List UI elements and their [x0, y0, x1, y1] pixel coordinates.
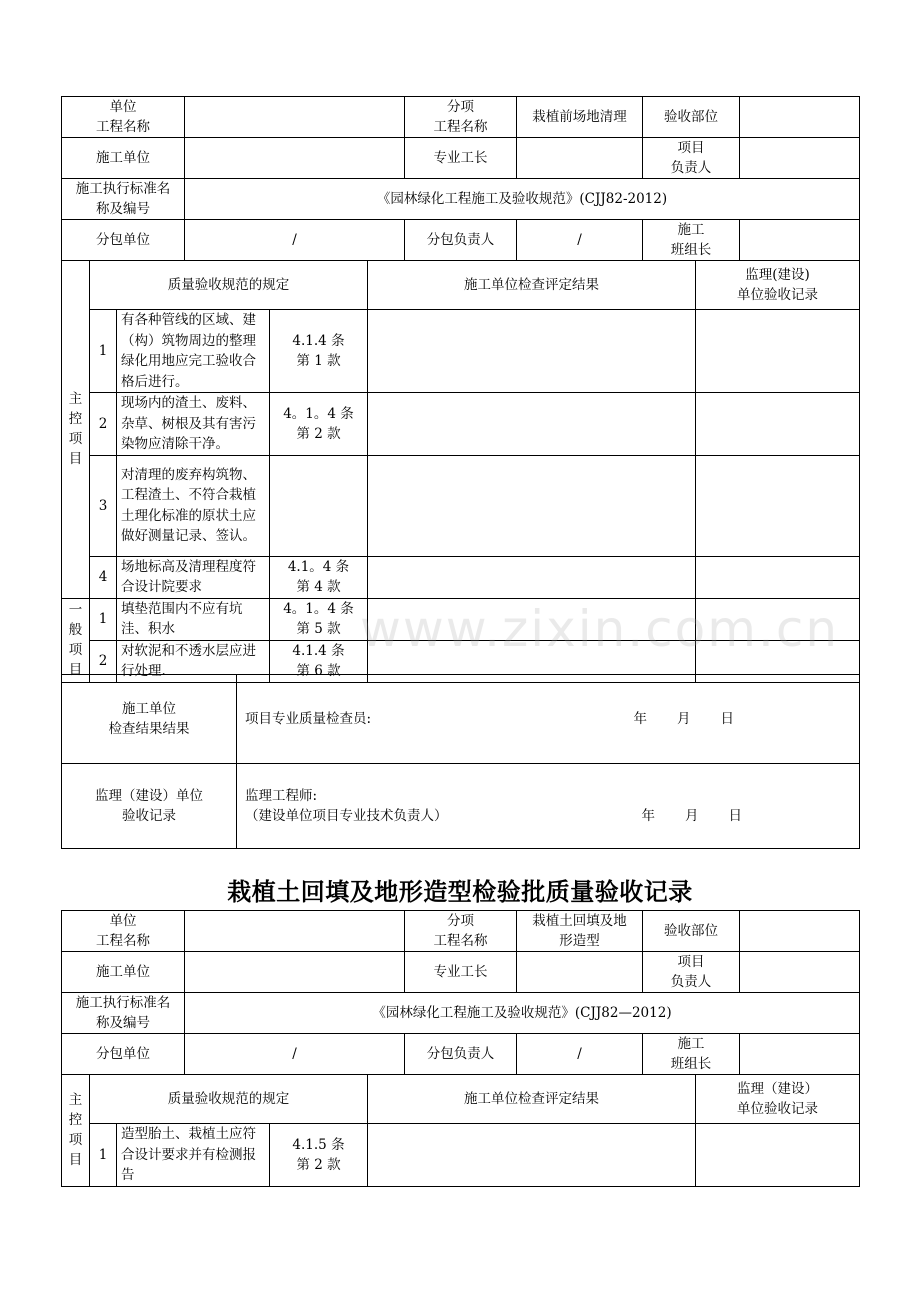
- project-lead-value[interactable]: [740, 952, 860, 993]
- spec-column-header: 质量验收规范的规定: [90, 1075, 368, 1124]
- item-spec-text: 现场内的渣土、废料、杂草、树根及其有害污染物应清除干净。: [117, 393, 270, 456]
- unit-project-label: 单位 工程名称: [62, 97, 185, 138]
- item-spec-text: 造型胎土、栽植土应符合设计要求并有检测报告: [117, 1124, 270, 1187]
- sub-lead-value: /: [517, 220, 643, 261]
- general-items-label: 一 般 项 目: [62, 598, 90, 682]
- team-lead-label: 施工 班组长: [643, 1034, 740, 1075]
- project-lead-label: 项目 负责人: [643, 138, 740, 179]
- foreman-label: 专业工长: [405, 138, 517, 179]
- item-supervisor-cell[interactable]: [696, 310, 860, 393]
- item-number: 1: [90, 310, 117, 393]
- subcontractor-value: /: [185, 220, 405, 261]
- inspector-label: 项目专业质量检查员:: [245, 711, 372, 727]
- item-clause: 4.1.4 条 第 6 款: [270, 640, 368, 682]
- item-result-cell[interactable]: [368, 455, 696, 556]
- contractor-label: 施工单位: [62, 952, 185, 993]
- project-lead-value[interactable]: [740, 138, 860, 179]
- form2-items-table: [61, 1074, 860, 1187]
- table-row: [62, 598, 860, 640]
- table-row: [62, 310, 860, 393]
- standard-value: 《园林绿化工程施工及验收规范》(CJJ82-2012): [185, 179, 860, 220]
- item-spec-text: 填垫范围内不应有坑洼、积水: [117, 598, 270, 640]
- item-number: 4: [90, 556, 117, 598]
- supervisor-column-header: 监理(建设) 单位验收记录: [696, 261, 860, 310]
- sub-project-label: 分项 工程名称: [405, 911, 517, 952]
- subcontractor-label: 分包单位: [62, 1034, 185, 1075]
- supervision-record-label: 监理（建设）单位 验收记录: [62, 764, 237, 849]
- contractor-value[interactable]: [185, 952, 405, 993]
- supervisor-column-header: 监理（建设） 单位验收记录: [696, 1075, 860, 1124]
- check-result-cell[interactable]: [237, 675, 860, 764]
- main-control-label: 主 控 项 目: [62, 1075, 90, 1187]
- unit-project-value[interactable]: [185, 911, 405, 952]
- item-spec-text: 有各种管线的区域、建（构）筑物周边的整理绿化用地应完工验收合格后进行。: [117, 310, 270, 393]
- item-spec-text: 对软泥和不透水层应进行处理.: [117, 640, 270, 682]
- item-supervisor-cell[interactable]: [696, 598, 860, 640]
- engineer-label: 监理工程师:: [245, 788, 318, 804]
- form2-header-table: [61, 910, 860, 1075]
- item-clause: 4.1.4 条 第 1 款: [270, 310, 368, 393]
- item-spec-text: 场地标高及清理程度符合设计院要求: [117, 556, 270, 598]
- item-spec-text: 对清理的废弃构筑物、工程渣土、不符合栽植土理化标准的原状土应做好测量记录、签认。: [117, 455, 270, 556]
- form1-header-table: [61, 96, 860, 261]
- inspection-part-value[interactable]: [740, 97, 860, 138]
- subcontractor-value: /: [185, 1034, 405, 1075]
- inspection-part-label: 验收部位: [643, 97, 740, 138]
- table-row: [62, 1124, 860, 1187]
- watermark: www.zixin.com.cn: [360, 600, 840, 658]
- item-result-cell[interactable]: [368, 310, 696, 393]
- item-supervisor-cell[interactable]: [696, 393, 860, 456]
- item-clause: 4。1。4 条 第 2 款: [270, 393, 368, 456]
- spec-column-header: 质量验收规范的规定: [90, 261, 368, 310]
- item-supervisor-cell[interactable]: [696, 556, 860, 598]
- sub-lead-value: /: [517, 1034, 643, 1075]
- item-supervisor-cell[interactable]: [696, 455, 860, 556]
- item-result-cell[interactable]: [368, 556, 696, 598]
- item-result-cell[interactable]: [368, 1124, 696, 1187]
- supervision-record-cell[interactable]: [237, 764, 860, 849]
- contractor-value[interactable]: [185, 138, 405, 179]
- sub-project-value: 栽植前场地清理: [517, 97, 643, 138]
- foreman-label: 专业工长: [405, 952, 517, 993]
- team-lead-value[interactable]: [740, 1034, 860, 1075]
- month-label: 月: [685, 808, 699, 824]
- sub-project-label: 分项 工程名称: [405, 97, 517, 138]
- item-number: 2: [90, 393, 117, 456]
- day-label: 日: [728, 808, 742, 824]
- item-clause: 4.1.5 条 第 2 款: [270, 1124, 368, 1187]
- item-number: 1: [90, 598, 117, 640]
- result-column-header: 施工单位检查评定结果: [368, 261, 696, 310]
- item-clause: [270, 455, 368, 556]
- month-label: 月: [677, 711, 691, 727]
- form1-items-table: [61, 260, 860, 683]
- inspection-part-value[interactable]: [740, 911, 860, 952]
- tech-lead-label: （建设单位项目专业技术负责人）: [245, 808, 448, 824]
- day-label: 日: [720, 711, 734, 727]
- inspection-part-label: 验收部位: [643, 911, 740, 952]
- main-control-label: 主 控 项 目: [62, 261, 90, 599]
- unit-project-label: 单位 工程名称: [62, 911, 185, 952]
- standard-label: 施工执行标准名 称及编号: [62, 993, 185, 1034]
- foreman-value[interactable]: [517, 952, 643, 993]
- result-column-header: 施工单位检查评定结果: [368, 1075, 696, 1124]
- project-lead-label: 项目 负责人: [643, 952, 740, 993]
- item-result-cell[interactable]: [368, 598, 696, 640]
- team-lead-value[interactable]: [740, 220, 860, 261]
- year-label: 年: [633, 711, 647, 727]
- standard-value: 《园林绿化工程施工及验收规范》(CJJ82—2012): [185, 993, 860, 1034]
- team-lead-label: 施工 班组长: [643, 220, 740, 261]
- form2-title: 栽植土回填及地形造型检验批质量验收记录: [227, 878, 693, 906]
- foreman-value[interactable]: [517, 138, 643, 179]
- table-row: [62, 455, 860, 556]
- sub-lead-label: 分包负责人: [405, 1034, 517, 1075]
- item-number: 2: [90, 640, 117, 682]
- check-result-label: 施工单位 检查结果结果: [62, 675, 237, 764]
- table-row: [62, 393, 860, 456]
- item-number: 3: [90, 455, 117, 556]
- item-clause: 4。1。4 条 第 5 款: [270, 598, 368, 640]
- item-supervisor-cell[interactable]: [696, 1124, 860, 1187]
- contractor-label: 施工单位: [62, 138, 185, 179]
- item-number: 1: [90, 1124, 117, 1187]
- item-clause: 4.1。4 条 第 4 款: [270, 556, 368, 598]
- form1-signoff-table: [61, 674, 860, 849]
- year-label: 年: [641, 808, 655, 824]
- item-result-cell[interactable]: [368, 393, 696, 456]
- sub-lead-label: 分包负责人: [405, 220, 517, 261]
- sub-project-value: 栽植土回填及地 形造型: [517, 911, 643, 952]
- unit-project-value[interactable]: [185, 97, 405, 138]
- table-row: [62, 556, 860, 598]
- subcontractor-label: 分包单位: [62, 220, 185, 261]
- standard-label: 施工执行标准名 称及编号: [62, 179, 185, 220]
